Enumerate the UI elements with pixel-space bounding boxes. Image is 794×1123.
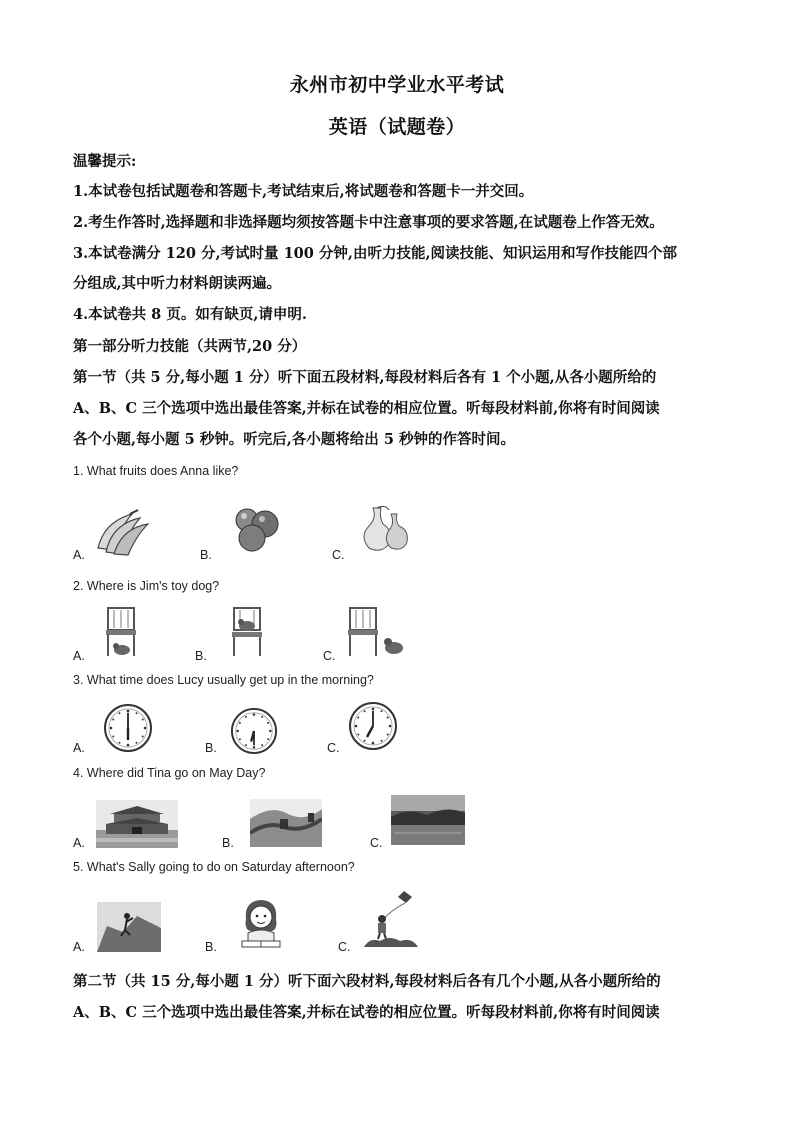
question-2-text: 2. Where is Jim's toy dog? [73,579,220,593]
question-3-text: 3. What time does Lucy usually get up in the morning? [73,673,374,687]
q3-option-a: A. [73,741,85,755]
notice-item-1: 1.本试卷包括试题卷和答题卡,考试结束后,将试题卷和答题卡一并交回。 [73,183,534,200]
exam-subtitle: 英语（试题卷） [328,116,466,138]
notice-heading: 温馨提示: [73,153,137,170]
dog-on-chair-image [230,606,266,658]
west-lake-image [391,795,465,845]
q3-option-b: B. [205,741,217,755]
tiananmen-image [96,800,178,848]
section2-line-1: 第二节（共 15 分,每小题 1 分）听下面六段材料,每段材料后各有几个小题,从各小题所给的 [73,973,661,990]
question-4-text: 4. Where did Tina go on May Day? [73,766,266,780]
dog-beside-chair-image [346,606,406,658]
q4-option-a: A. [73,836,85,850]
question-5-text: 5. What's Sally going to do on Saturday afternoon? [73,860,355,874]
great-wall-image [250,799,322,847]
q4-option-b: B. [222,836,234,850]
q5-option-c: C. [338,940,351,954]
clock-seven-image [348,701,398,751]
q1-option-c: C. [332,548,345,562]
q1-option-a: A. [73,548,85,562]
q5-option-b: B. [205,940,217,954]
q2-option-b: B. [195,649,207,663]
part1-heading: 第一部分听力技能（共两节,20 分） [73,338,307,355]
q2-option-a: A. [73,649,85,663]
climbing-image [97,902,161,952]
section2-line-2: A、B、C 三个选项中选出最佳答案,并标在试卷的相应位置。听每段材料前,你将有时间阅读 [73,1004,660,1021]
section1-line-2: A、B、C 三个选项中选出最佳答案,并标在试卷的相应位置。听每段材料前,你将有时间阅读 [73,400,660,417]
pears-image [355,504,411,552]
notice-item-2: 2.考生作答时,选择题和非选择题均须按答题卡中注意事项的要求答题,在试题卷上作答无效。 [73,214,664,231]
q2-option-c: C. [323,649,336,663]
dog-under-chair-image [104,606,140,658]
section1-line-3: 各个小题,每小题 5 秒钟。听完后,各小题将给出 5 秒钟的作答时间。 [73,431,515,448]
question-1-text: 1. What fruits does Anna like? [73,464,239,478]
q3-option-c: C. [327,741,340,755]
section1-line-1: 第一节（共 5 分,每小题 1 分）听下面五段材料,每段材料后各有 1 个小题,从各小题所给的 [73,369,657,386]
notice-item-3-cont: 分组成,其中听力材料朗读两遍。 [73,275,282,292]
notice-item-4: 4.本试卷共 8 页。如有缺页,请申明. [73,306,307,323]
q5-option-a: A. [73,940,85,954]
notice-item-3: 3.本试卷满分 120 分,考试时量 100 分钟,由听力技能,阅读技能、知识运用和写作技能四个部 [73,245,678,262]
q4-option-c: C. [370,836,383,850]
exam-title: 永州市初中学业水平考试 [289,74,505,96]
clock-six-thirty-image [230,707,278,755]
bananas-image [94,508,152,556]
clock-six-image [103,703,153,753]
girl-reading-image [238,897,284,951]
flying-kite-image [360,889,422,949]
q1-option-b: B. [200,548,212,562]
apples-image [230,504,282,552]
